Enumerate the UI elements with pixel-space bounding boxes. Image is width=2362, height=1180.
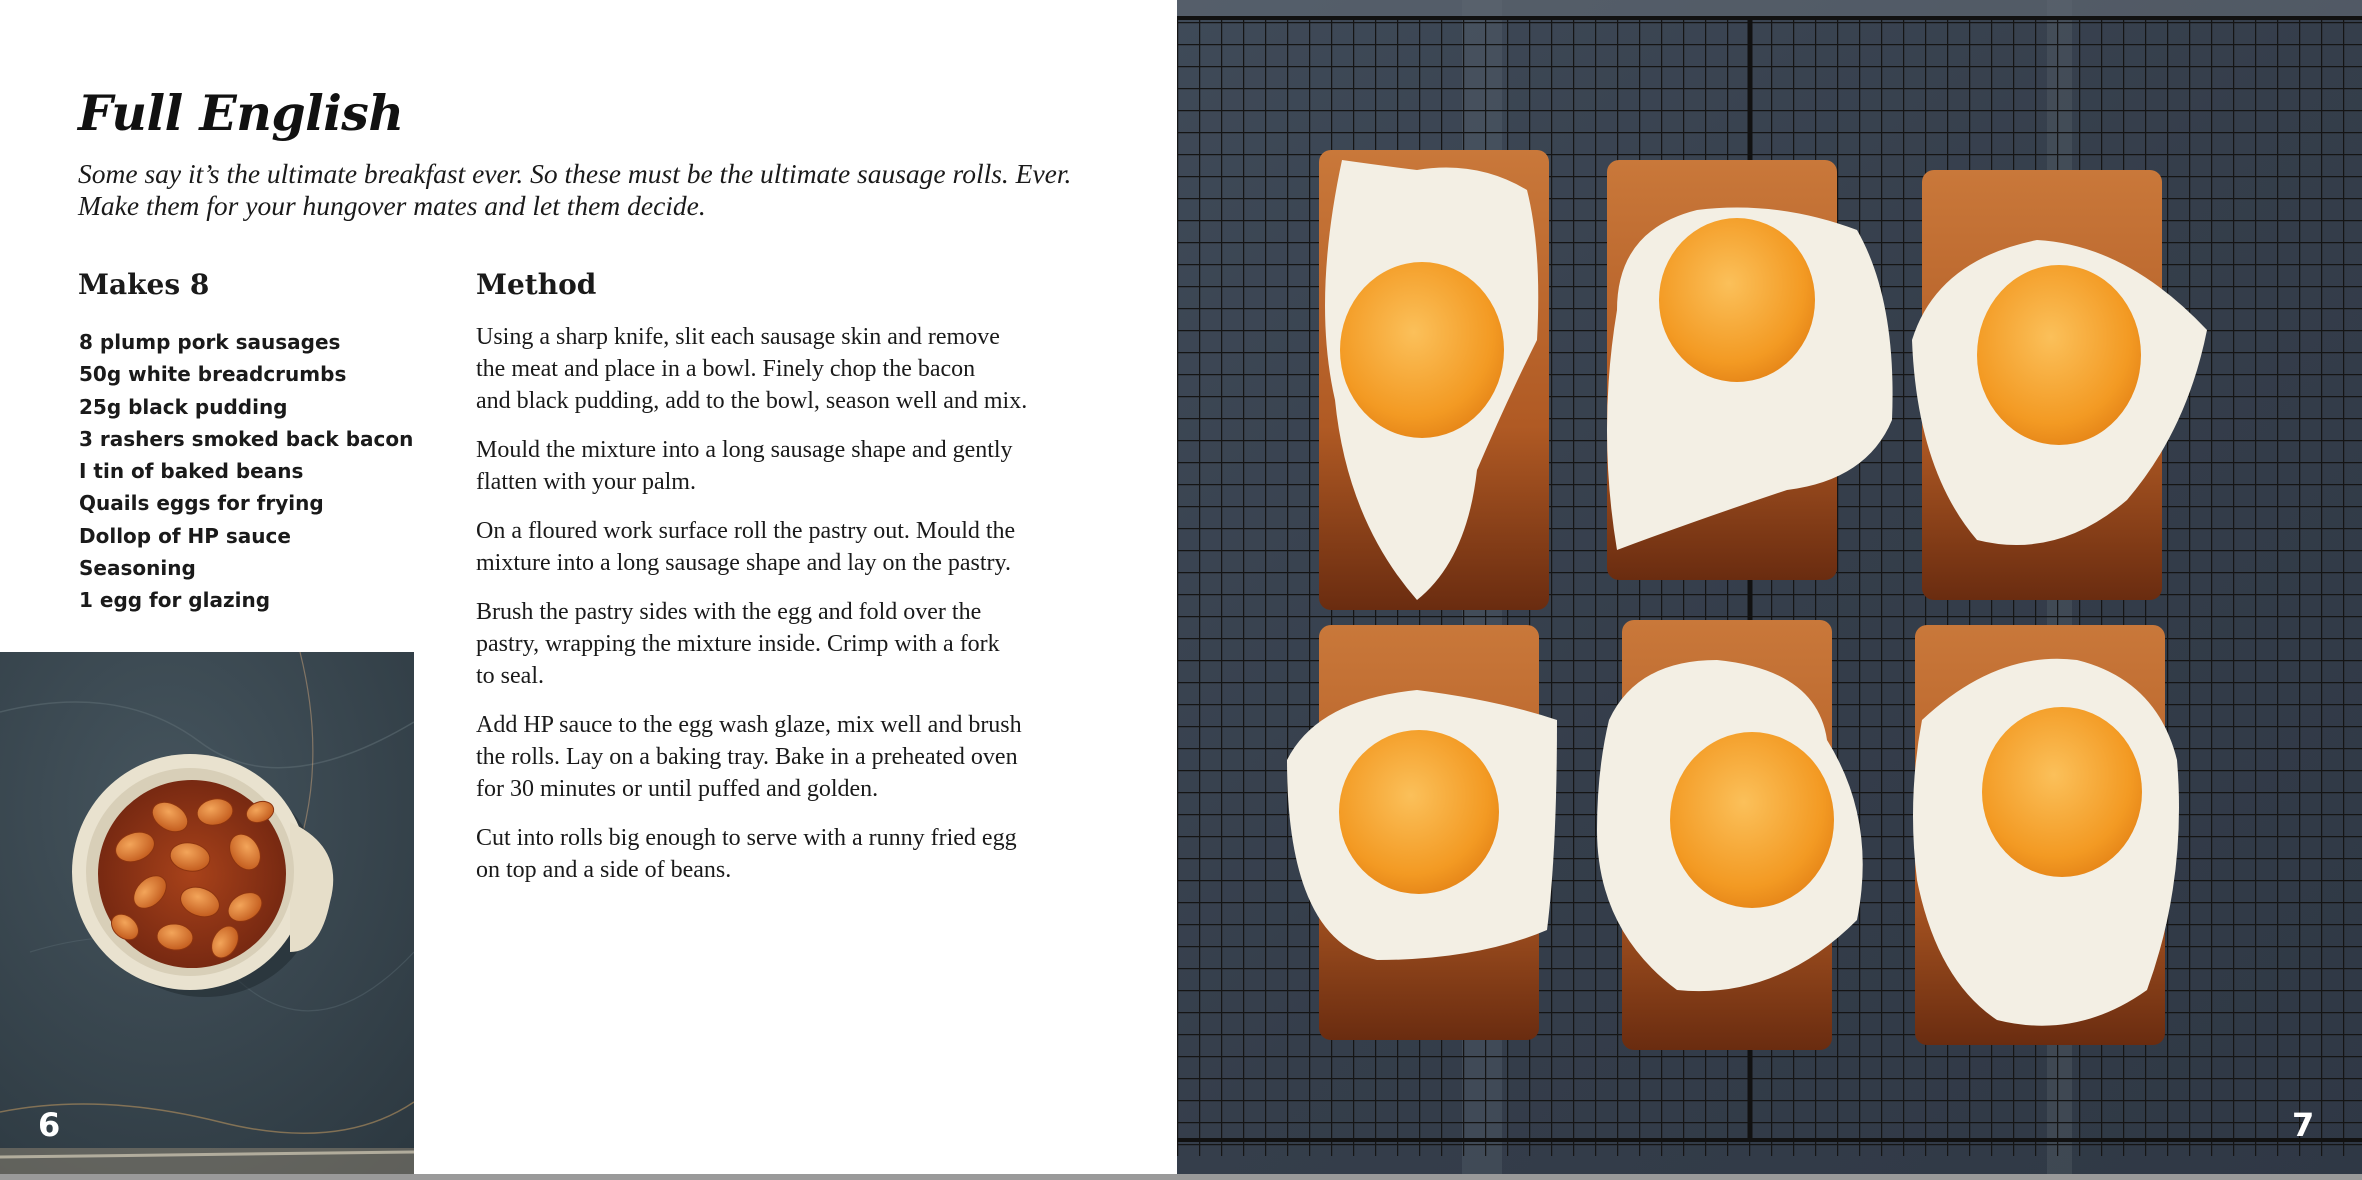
ingredient-item: Quails eggs for frying (79, 491, 324, 516)
method-line: Cut into rolls big enough to serve with a runny fried egg (476, 825, 1017, 852)
baked-beans-photo (0, 652, 414, 1174)
method-line: Add HP sauce to the egg wash glaze, mix well and brush (476, 712, 1022, 739)
method-line: the meat and place in a bowl. Finely chop the bacon (476, 356, 976, 383)
right-page (1177, 0, 2362, 1174)
baked-beans-ramekin-photo-icon (0, 652, 414, 1174)
page-bottom-edge (0, 1174, 2362, 1180)
method-step (476, 434, 1076, 498)
intro-line: Make them for your hungover mates and let them decide. (78, 190, 706, 221)
ingredient-item: Seasoning (79, 556, 196, 581)
method-line: Brush the pastry sides with the egg and fold over the (476, 598, 982, 625)
makes-heading: Makes 8 (78, 268, 210, 301)
method-step (476, 596, 1076, 693)
method-line: mixture into a long sausage shape and lay on the pastry. (476, 550, 1011, 577)
method-line: for 30 minutes or until puffed and golden. (476, 776, 879, 803)
method-steps (476, 321, 1076, 903)
sausage-rolls-with-fried-eggs-photo-icon (1177, 0, 2362, 1174)
ingredient-item: 8 plump pork sausages (79, 330, 341, 354)
ingredient-item: 50g white breadcrumbs (79, 362, 347, 387)
ingredient-item: I tin of baked beans (79, 459, 304, 484)
page-number-right: 7 (2292, 1106, 2315, 1144)
left-page (0, 0, 1177, 1180)
method-line: On a floured work surface roll the pastry out. Mould the (476, 518, 1016, 545)
ingredient-item: 1 egg for glazing (79, 588, 271, 613)
ingredients-list (79, 326, 413, 617)
method-step (476, 709, 1076, 806)
method-line: Using a sharp knife, slit each sausage skin and remove (476, 324, 1000, 350)
method-step (476, 515, 1076, 579)
ingredient-item: 25g black pudding (79, 394, 288, 419)
intro-line: Some say it’s the ultimate breakfast ever. So these must be the ultimate sausage rolls. Ever. (78, 158, 1072, 189)
page-number-left: 6 (38, 1106, 61, 1144)
method-step (476, 321, 1076, 418)
method-line: flatten with your palm. (476, 469, 696, 496)
method-line: on top and a side of beans. (476, 857, 732, 884)
method-heading: Method (476, 268, 597, 301)
ingredient-item: Dollop of HP sauce (79, 523, 291, 548)
method-line: Mould the mixture into a long sausage shape and gently (476, 437, 1013, 464)
method-line: to seal. (476, 663, 544, 690)
method-line: the rolls. Lay on a baking tray. Bake in a preheated oven (476, 744, 1018, 771)
method-step (476, 822, 1076, 886)
recipe-intro (78, 158, 1118, 222)
method-line: pastry, wrapping the mixture inside. Crimp with a fork (476, 631, 1000, 658)
ingredient-item: 3 rashers smoked back bacon (79, 426, 414, 451)
method-line: and black pudding, add to the bowl, season well and mix. (476, 388, 1028, 415)
recipe-title: Full English (78, 84, 404, 142)
